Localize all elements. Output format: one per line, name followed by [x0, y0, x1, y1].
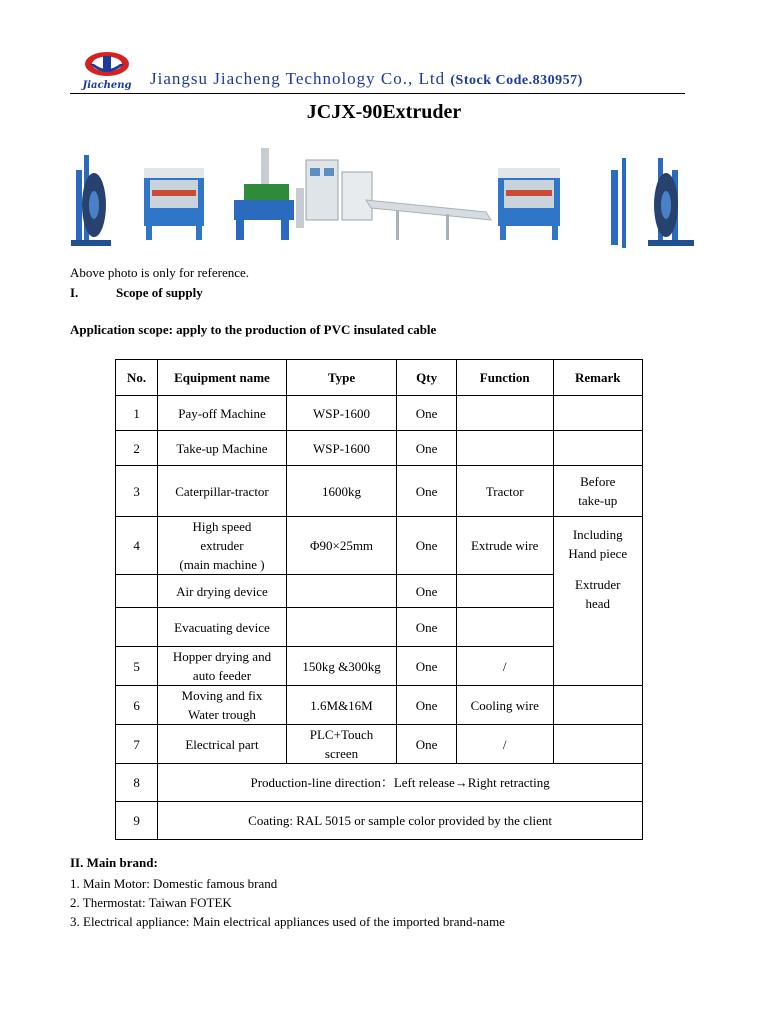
cell-no: 5	[116, 647, 158, 686]
cell-qty: One	[397, 466, 457, 517]
header-no: No.	[116, 360, 158, 396]
header-type: Type	[286, 360, 397, 396]
remark-line: Extruder	[575, 576, 621, 592]
cell-type: 150kg &300kg	[286, 647, 397, 686]
cell-name	[158, 647, 286, 686]
cell-name: Electrical part	[158, 725, 286, 764]
cell-qty: One	[397, 686, 457, 725]
name-line: (main machine )	[179, 557, 265, 572]
remark-line: Before	[580, 474, 616, 489]
cell-no: 2	[116, 431, 158, 466]
caterpillar-illustration-left	[144, 168, 204, 240]
cell-no: 4	[116, 517, 158, 575]
payoff-stand-illustration	[71, 155, 111, 246]
cell-remark-including	[553, 517, 642, 575]
cell-type	[286, 608, 397, 647]
cell-qty: One	[397, 396, 457, 431]
cell-function: Tractor	[456, 466, 553, 517]
cell-type	[286, 575, 397, 608]
cell-name: Take-up Machine	[158, 431, 286, 466]
water-trough-illustration	[366, 200, 491, 240]
cell-function	[456, 575, 553, 608]
cell-type: WSP-1600	[286, 396, 397, 431]
header-remark: Remark	[553, 360, 642, 396]
table-row	[116, 466, 643, 517]
table-row	[116, 396, 643, 431]
photo-note: Above photo is only for reference.	[70, 265, 250, 280]
cell-qty: One	[397, 517, 457, 575]
cell-no: 3	[116, 466, 158, 517]
company-name-text: Jiangsu Jiacheng Technology Co., Ltd	[150, 69, 446, 88]
cell-name	[158, 686, 286, 725]
cell-remark	[553, 431, 642, 466]
cell-no: 7	[116, 725, 158, 764]
brand-item: 2. Thermostat: Taiwan FOTEK	[70, 895, 232, 910]
brand-item: 3. Electrical appliance: Main electrical appliances used of the imported brand-name	[70, 914, 505, 929]
cell-name: Evacuating device	[158, 608, 286, 647]
section-1-number: I.	[70, 285, 79, 300]
cell-no	[116, 575, 158, 608]
company-name	[150, 69, 583, 89]
cell-name	[158, 517, 286, 575]
company-logo	[70, 50, 144, 92]
cell-function	[456, 608, 553, 647]
cell-function: /	[456, 647, 553, 686]
remark-line: take-up	[578, 493, 618, 508]
cell-no	[116, 608, 158, 647]
cell-qty: One	[397, 575, 457, 608]
svg-text:Jiacheng: Jiacheng	[82, 80, 132, 91]
cell-type: 1600kg	[286, 466, 397, 517]
table-row	[116, 517, 643, 575]
type-line: screen	[324, 746, 359, 761]
cell-no: 8	[116, 764, 158, 802]
section-1-title: Scope of supply	[116, 285, 203, 300]
takeup-stand-illustration	[648, 158, 694, 246]
section-2-title: II. Main brand:	[70, 855, 158, 870]
header-equipment-name: Equipment name	[158, 360, 286, 396]
cell-merged: Coating: RAL 5015 or sample color provided by the client	[158, 802, 643, 840]
table-row	[116, 802, 643, 840]
cell-remark	[553, 725, 642, 764]
cell-type: WSP-1600	[286, 431, 397, 466]
remark-line: Hand piece	[568, 546, 628, 561]
header-divider	[70, 93, 685, 94]
cell-no: 1	[116, 396, 158, 431]
cell-remark	[553, 686, 642, 725]
name-line: Water trough	[188, 707, 256, 722]
cell-qty: One	[397, 647, 457, 686]
cell-function	[456, 396, 553, 431]
stock-code: (Stock Code.830957)	[450, 73, 583, 88]
table-row	[116, 686, 643, 725]
document-title: JCJX-90Extruder	[306, 101, 462, 123]
cell-name: Caterpillar-tractor	[158, 466, 286, 517]
name-line: extruder	[200, 538, 244, 553]
table-header-row	[116, 360, 643, 396]
brand-item: 1. Main Motor: Domestic famous brand	[70, 876, 278, 891]
name-line: Moving and fix	[181, 688, 263, 703]
table-row	[116, 575, 643, 608]
cell-merged: Production-line direction：Left release→Right retracting	[158, 764, 643, 802]
cell-function: /	[456, 725, 553, 764]
cell-no: 9	[116, 802, 158, 840]
cell-remark	[553, 396, 642, 431]
name-line: auto feeder	[192, 668, 252, 683]
type-line: PLC+Touch	[309, 727, 374, 742]
cell-remark	[553, 466, 642, 517]
extruder-illustration	[234, 148, 372, 240]
cell-qty: One	[397, 725, 457, 764]
cell-function: Extrude wire	[456, 517, 553, 575]
remark-line: head	[585, 595, 611, 611]
caterpillar-illustration-right	[498, 168, 560, 240]
equipment-table	[115, 359, 643, 840]
production-line-photo	[66, 140, 702, 258]
cell-name: Pay-off Machine	[158, 396, 286, 431]
table-row	[116, 431, 643, 466]
storage-column-illustration	[611, 158, 626, 248]
cell-remark-extruder-head	[553, 575, 642, 686]
cell-type	[286, 725, 397, 764]
table-row	[116, 725, 643, 764]
cell-name: Air drying device	[158, 575, 286, 608]
remark-line: Including	[572, 527, 623, 542]
cell-function: Cooling wire	[456, 686, 553, 725]
header-qty: Qty	[397, 360, 457, 396]
application-scope: Application scope: apply to the production of PVC insulated cable	[70, 322, 437, 337]
name-line: Hopper drying and	[172, 649, 272, 664]
cell-function	[456, 431, 553, 466]
cell-qty: One	[397, 431, 457, 466]
cell-type: 1.6M&16M	[286, 686, 397, 725]
table-row	[116, 764, 643, 802]
header-function: Function	[456, 360, 553, 396]
cell-qty: One	[397, 608, 457, 647]
name-line: High speed	[192, 519, 252, 534]
cell-no: 6	[116, 686, 158, 725]
cell-type: Φ90×25mm	[286, 517, 397, 575]
